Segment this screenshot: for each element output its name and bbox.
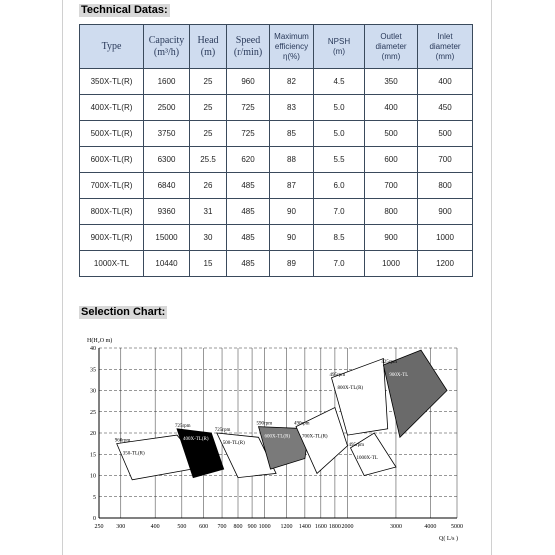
table-cell: 90: [270, 225, 314, 251]
column-header-line: (mm): [381, 51, 401, 61]
region-label: 700X-TL(R): [302, 434, 328, 440]
x-tick-label: 1400: [298, 524, 311, 530]
table-cell: 350X-TL(R): [80, 69, 144, 95]
column-header: [190, 25, 227, 69]
selection-chart: [79, 328, 474, 548]
region-label: 500-TL(R): [222, 441, 245, 446]
table-cell: 1600: [144, 69, 190, 95]
column-header: [80, 25, 144, 69]
region-label: 900X-TL: [389, 373, 409, 378]
table-cell: 800: [365, 199, 418, 225]
table-cell: 30: [190, 225, 227, 251]
table-cell: 4.5: [314, 69, 365, 95]
table-header-row: [80, 25, 473, 69]
region-label: 350-TL(R): [122, 451, 145, 457]
table-cell: 88: [270, 147, 314, 173]
table-cell: 83: [270, 95, 314, 121]
column-header-line: Speed: [235, 34, 261, 46]
x-tick-label: 800: [233, 524, 243, 530]
page-border-left: [62, 0, 63, 555]
table-cell: 400X-TL(R): [80, 95, 144, 121]
x-tick-label: 400: [150, 524, 160, 530]
table-cell: 7.0: [314, 251, 365, 277]
x-tick-label: 250: [94, 524, 104, 530]
speed-label: 490rpm: [294, 421, 310, 427]
table-row: [80, 199, 473, 225]
x-axis-label: Q( L/s ): [439, 536, 458, 542]
y-tick-label: 0: [93, 516, 96, 522]
x-tick-label: 700: [217, 524, 227, 530]
table-cell: 350: [365, 69, 418, 95]
table-cell: 15000: [144, 225, 190, 251]
table-row: [80, 225, 473, 251]
column-header-line: (m³/h): [153, 46, 180, 58]
y-axis-label: H(H₂O m): [87, 338, 113, 344]
y-tick-label: 30: [90, 388, 96, 395]
table-cell: 620: [227, 147, 270, 173]
column-header: [418, 25, 473, 69]
speed-label: 725rpm: [174, 423, 191, 429]
table-cell: 31: [190, 199, 227, 225]
column-header-line: (mm): [435, 51, 455, 61]
column-header-line: NPSH: [327, 36, 351, 46]
speed-label: 425rpm: [381, 360, 397, 365]
table-cell: 90: [270, 199, 314, 225]
table-cell: 3750: [144, 121, 190, 147]
column-header-line: Capacity: [148, 34, 185, 46]
technical-datas-heading: Technical Datas:: [81, 4, 168, 16]
table-cell: 400: [418, 69, 473, 95]
y-tick-label: 40: [90, 346, 96, 352]
speed-label: 960rpm: [114, 438, 131, 444]
table-cell: 450: [418, 95, 473, 121]
table-cell: 500X-TL(R): [80, 121, 144, 147]
speed-label: 725rpm: [214, 428, 231, 433]
page-border-right: [491, 0, 492, 555]
table-cell: 900X-TL(R): [80, 225, 144, 251]
column-header: [144, 25, 190, 69]
table-cell: 87: [270, 173, 314, 199]
table-row: [80, 251, 473, 277]
column-header-line: Type: [101, 40, 122, 52]
table-cell: 10440: [144, 251, 190, 277]
table-cell: 800X-TL(R): [80, 199, 144, 225]
column-header-line: efficiency: [274, 41, 309, 51]
table-cell: 9360: [144, 199, 190, 225]
table-cell: 725: [227, 121, 270, 147]
y-tick-label: 15: [90, 452, 96, 459]
table-cell: 15: [190, 251, 227, 277]
x-tick-label: 1200: [280, 524, 293, 530]
table-cell: 1000: [418, 225, 473, 251]
table-cell: 25.5: [190, 147, 227, 173]
table-cell: 725: [227, 95, 270, 121]
y-tick-label: 10: [90, 473, 96, 480]
table-cell: 6.0: [314, 173, 365, 199]
y-tick-label: 35: [90, 367, 96, 374]
table-cell: 485: [227, 199, 270, 225]
x-tick-label: 500: [177, 524, 187, 530]
column-header: [365, 25, 418, 69]
table-cell: 5.0: [314, 121, 365, 147]
speed-label: 495rpm: [348, 442, 365, 448]
column-header-line: Inlet: [437, 31, 453, 41]
table-cell: 5.5: [314, 147, 365, 173]
table-cell: 800: [418, 173, 473, 199]
table-cell: 25: [190, 69, 227, 95]
region-label: 800X-TL(R): [337, 385, 364, 391]
technical-data-table: [79, 24, 473, 277]
y-tick-label: 5: [93, 494, 96, 501]
table-cell: 900: [418, 199, 473, 225]
table-cell: 7.0: [314, 199, 365, 225]
table-cell: 485: [227, 173, 270, 199]
table-cell: 6840: [144, 173, 190, 199]
table-cell: 89: [270, 251, 314, 277]
x-tick-label: 2000: [341, 524, 354, 530]
column-header: [314, 25, 365, 69]
speed-label: 590rpm: [256, 421, 273, 427]
column-header-line: (m): [333, 46, 345, 56]
table-row: [80, 173, 473, 199]
speed-label: 495rpm: [329, 372, 346, 378]
table-cell: 82: [270, 69, 314, 95]
region-label: 1000X-TL: [356, 455, 378, 461]
column-header: [227, 25, 270, 69]
column-header: [270, 25, 314, 69]
table-cell: 900: [365, 225, 418, 251]
table-cell: 500: [365, 121, 418, 147]
table-cell: 700X-TL(R): [80, 173, 144, 199]
table-cell: 85: [270, 121, 314, 147]
x-tick-label: 300: [116, 524, 126, 530]
table-row: [80, 69, 473, 95]
table-row: [80, 95, 473, 121]
table-cell: 8.5: [314, 225, 365, 251]
table-cell: 500: [418, 121, 473, 147]
table-cell: 5.0: [314, 95, 365, 121]
performance-region: [296, 408, 348, 474]
table-cell: 600: [365, 147, 418, 173]
column-header-line: diameter: [375, 41, 407, 51]
table-row: [80, 121, 473, 147]
x-tick-label: 3000: [389, 524, 402, 530]
table-cell: 960: [227, 69, 270, 95]
table-body: [80, 69, 473, 277]
column-header-line: Outlet: [380, 31, 402, 41]
table-row: [80, 147, 473, 173]
x-tick-label: 900: [247, 524, 257, 530]
x-tick-label: 1600: [314, 524, 327, 530]
column-header-line: diameter: [429, 41, 461, 51]
x-tick-label: 4000: [424, 524, 437, 530]
table-cell: 485: [227, 225, 270, 251]
table-cell: 1000X-TL: [80, 251, 144, 277]
x-tick-label: 600: [199, 524, 209, 530]
table-cell: 700: [365, 173, 418, 199]
x-tick-label: 1000: [258, 524, 271, 530]
y-tick-label: 20: [90, 431, 96, 437]
column-header-line: (m): [200, 46, 216, 58]
column-header-line: Maximum: [274, 31, 309, 41]
x-tick-label: 5000: [451, 524, 463, 530]
table-cell: 1200: [418, 251, 473, 277]
y-tick-label: 25: [90, 409, 96, 416]
region-label: 400X-TL(R): [182, 436, 209, 442]
table-cell: 25: [190, 121, 227, 147]
table-cell: 1000: [365, 251, 418, 277]
x-tick-label: 1800: [328, 524, 341, 530]
column-header-line: η(%): [283, 51, 300, 61]
table-cell: 400: [365, 95, 418, 121]
column-header-line: (r/min): [233, 46, 263, 58]
table-cell: 6300: [144, 147, 190, 173]
table-cell: 26: [190, 173, 227, 199]
region-label: 600X-TL(R): [264, 434, 291, 440]
table-cell: 700: [418, 147, 473, 173]
table-cell: 25: [190, 95, 227, 121]
table-cell: 2500: [144, 95, 190, 121]
column-header-line: Head: [197, 34, 219, 46]
table-cell: 600X-TL(R): [80, 147, 144, 173]
table-cell: 485: [227, 251, 270, 277]
selection-chart-heading: Selection Chart:: [81, 306, 166, 318]
